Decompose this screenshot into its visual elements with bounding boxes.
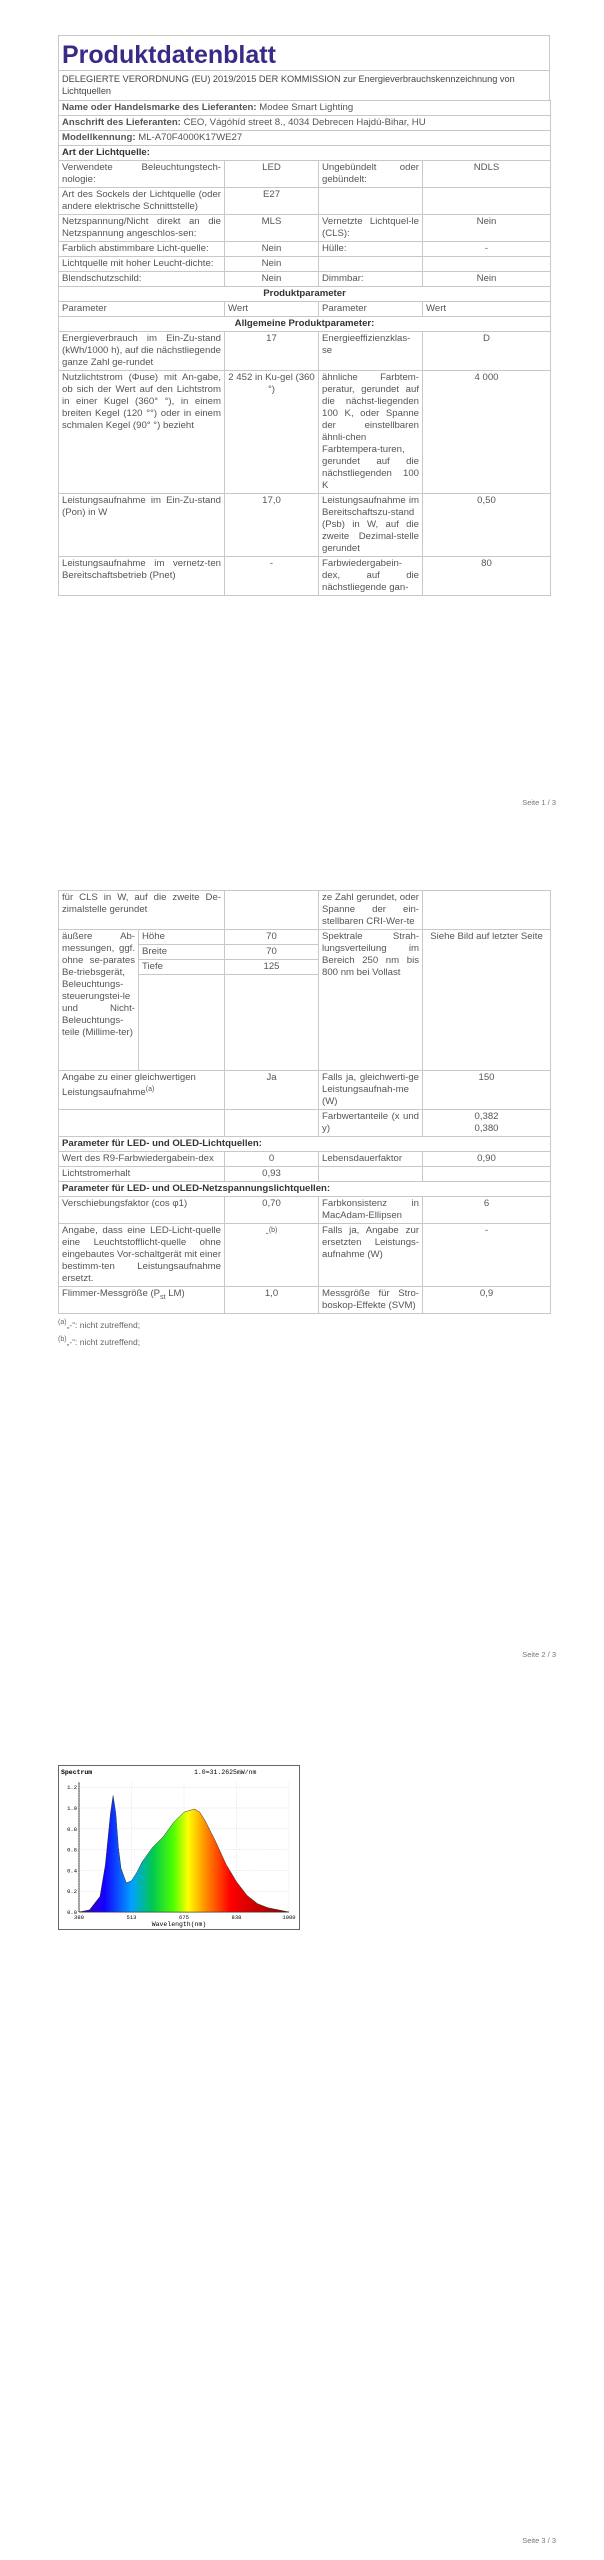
x-tick-label: 513 xyxy=(126,1914,137,1921)
general-section-row xyxy=(59,317,551,332)
replacement-value: -$^{(b)}$ xyxy=(225,1224,319,1287)
spectrum-area xyxy=(79,1796,289,1913)
general-value-2: 80 xyxy=(423,557,551,596)
dimensions-label: äußere Ab-messungen, ggf. ohne se-parates Be-triebsgerät, Beleuchtungs-steuerungstei-le und Nicht-Beleuchtungs-teile (Millime-ter) xyxy=(59,930,139,1071)
general-rows xyxy=(59,332,551,596)
model-label: Modellkennung: xyxy=(62,132,136,143)
chromaticity-value: 0,382 0,380 xyxy=(423,1110,551,1137)
y-tick-label: 0.8 xyxy=(67,1825,77,1833)
col-header-param-2: Parameter xyxy=(319,302,423,317)
continued-row xyxy=(59,891,551,930)
type-value: MLS xyxy=(225,215,319,242)
address-label: Anschrift des Lieferanten: xyxy=(62,117,181,128)
supplier-row xyxy=(59,101,551,116)
equivalent-power-label: Falls ja, gleichwerti-ge Leistungsaufnah-me (W) xyxy=(319,1071,423,1110)
flicker-label: Flimmer-Messgröße ($P_{st}$ LM) xyxy=(59,1287,225,1314)
type-section-title: Art der Lichtquelle: xyxy=(59,146,551,161)
x-tick-label: 1000 xyxy=(282,1914,296,1921)
general-label: Leistungsaufnahme im vernetz-ten Bereitschaftsbetrieb (Pnet) xyxy=(59,557,225,596)
type-label: Netzspannung/Nicht direkt an die Netzspannung angeschlos-sen: xyxy=(59,215,225,242)
type-label-2: Hülle: xyxy=(319,242,423,257)
cont-label-right: ze Zahl gerundet, oder Spanne der ein-stellbaren CRI-Wer-te xyxy=(319,891,423,930)
datasheet-continued xyxy=(58,890,550,1348)
params-section-title: Produktparameter xyxy=(59,287,551,302)
led-row-1 xyxy=(59,1152,551,1167)
lifetime-value: 0,90 xyxy=(423,1152,551,1167)
mains-row-3 xyxy=(59,1287,551,1314)
footnote-b: $^{(b)}$„-“: nicht zutreffend; xyxy=(58,1335,141,1347)
general-value-2: 4 000 xyxy=(423,371,551,494)
type-row xyxy=(59,161,551,188)
general-label-2: Farbwiedergabein-dex, auf die nächstliegende gan- xyxy=(319,557,423,596)
lifetime-label: Lebensdauerfaktor xyxy=(319,1152,423,1167)
svm-label: Messgröße für Stro-boskop-Effekte (SVM) xyxy=(319,1287,423,1314)
col-header-param: Parameter xyxy=(59,302,225,317)
mains-section-row xyxy=(59,1182,551,1197)
col-header-value: Wert xyxy=(225,302,319,317)
type-label-2: Dimmbar: xyxy=(319,272,423,287)
address-value: CEO, Vágóhíd street 8., 4034 Debrecen Hajdú-Bihar, HU xyxy=(183,117,426,128)
type-rows xyxy=(59,161,551,287)
page-footer-3: Seite 3 / 3 xyxy=(522,2536,556,2545)
page-3 xyxy=(0,1730,604,2560)
lumen-maint-value: 0,93 xyxy=(225,1167,319,1182)
cosphi-value: 0,70 xyxy=(225,1197,319,1224)
page-2 xyxy=(0,880,604,1670)
type-row xyxy=(59,272,551,287)
spectrum-value: Siehe Bild auf letzter Seite xyxy=(423,930,551,1071)
type-label-2: Ungebündelt oder gebündelt: xyxy=(319,161,423,188)
equivalent-label: Angabe zu einer gleichwertigen Leistungsaufnahme$^{(a)}$ xyxy=(59,1071,225,1110)
type-label: Verwendete Beleuchtungstech-nologie: xyxy=(59,161,225,188)
col-header-value-2: Wert xyxy=(423,302,551,317)
supplier-value: Modee Smart Lighting xyxy=(259,102,354,113)
model-row xyxy=(59,131,551,146)
type-value-2 xyxy=(423,188,551,215)
type-label-2 xyxy=(319,257,423,272)
general-label: Energieverbrauch im Ein-Zu-stand (kWh/1000 h), auf die nächstliegende ganze Zahl ge-rundet xyxy=(59,332,225,371)
dim-value-height: 70 xyxy=(225,930,319,945)
y-tick-label: 1.2 xyxy=(67,1784,77,1792)
general-label: Nutzlichtstrom (Φuse) mit An-gabe, ob sich der Wert auf den Lichtstrom in einer Kugel (360° °), in einem breiten Kegel (120 °°) oder in einem schmalen Kegel (90° °) bezieht xyxy=(59,371,225,494)
general-value-2: D xyxy=(423,332,551,371)
general-label: Leistungsaufnahme im Ein-Zu-stand (Pon) in W xyxy=(59,494,225,557)
mains-row-2 xyxy=(59,1224,551,1287)
footnote-a: $^{(a)}$„-“: nicht zutreffend; xyxy=(58,1319,141,1330)
address-row xyxy=(59,116,551,131)
type-value-2: NDLS xyxy=(423,161,551,188)
cosphi-label: Verschiebungsfaktor (cos φ1) xyxy=(59,1197,225,1224)
general-label-2: Leistungsaufnahme im Bereitschaftszu-stand (Psb) in W, auf die zweite Dezimal-stelle gerundet xyxy=(319,494,423,557)
mains-row-1 xyxy=(59,1197,551,1224)
dim-name-height: Höhe xyxy=(139,930,225,945)
page-title: Produktdatenblatt xyxy=(58,35,550,70)
y-tick-label: 0.2 xyxy=(67,1888,77,1896)
general-row xyxy=(59,371,551,494)
params-section-row xyxy=(59,287,551,302)
page-1 xyxy=(0,0,604,820)
chart-annotation: 1.0=31.2625mW/nm xyxy=(194,1769,257,1776)
y-tick-label: 0.4 xyxy=(67,1867,77,1875)
dimensions-row xyxy=(59,930,551,945)
type-value: Nein xyxy=(225,242,319,257)
params-table-continued xyxy=(58,890,551,1314)
general-label-2: ähnliche Farbtem-peratur, gerundet auf die nächst-liegenden 100 K, oder Spanne der einstellbaren ähnli-chen Farbtempera-turen, gerundet auf die nächstliegenden 100 K xyxy=(319,371,423,494)
page-footer-2: Seite 2 / 3 xyxy=(522,1650,556,1659)
general-row xyxy=(59,494,551,557)
general-value: 17 xyxy=(225,332,319,371)
type-value-2: - xyxy=(423,242,551,257)
r9-value: 0 xyxy=(225,1152,319,1167)
type-label-2: Vernetzte Lichtquel-le (CLS): xyxy=(319,215,423,242)
page-footer-1: Seite 1 / 3 xyxy=(522,798,556,807)
type-row xyxy=(59,215,551,242)
type-value: Nein xyxy=(225,272,319,287)
datasheet-header xyxy=(58,35,550,596)
spectrum-chart xyxy=(58,1765,300,1930)
general-value-2: 0,50 xyxy=(423,494,551,557)
r9-label: Wert des R9-Farbwiedergabein-dex xyxy=(59,1152,225,1167)
supplier-label: Name oder Handelsmarke des Lieferanten: xyxy=(62,102,257,113)
type-value-2: Nein xyxy=(423,272,551,287)
x-tick-label: 675 xyxy=(179,1914,189,1921)
type-row xyxy=(59,257,551,272)
type-value: LED xyxy=(225,161,319,188)
equivalent-value: Ja xyxy=(225,1071,319,1110)
regulation-text: DELEGIERTE VERORDNUNG (EU) 2019/2015 DER KOMMISSION zur Energieverbrauchskennzeichnung von Lichtquellen xyxy=(58,70,550,100)
chromaticity-label: Farbwertanteile (x und y) xyxy=(319,1110,423,1137)
replaced-power-value: - xyxy=(423,1224,551,1287)
led-section-title: Parameter für LED- und OLED-Lichtquellen: xyxy=(59,1137,551,1152)
type-label: Art des Sockels der Lichtquelle (oder andere elektrische Schnittstelle) xyxy=(59,188,225,215)
dim-name-depth: Tiefe xyxy=(139,960,225,975)
equivalent-row xyxy=(59,1071,551,1110)
x-axis-label: Wavelength(nm) xyxy=(151,1921,207,1928)
chart-title: Spectrum xyxy=(61,1769,93,1776)
svm-value: 0,9 xyxy=(423,1287,551,1314)
led-row-2 xyxy=(59,1167,551,1182)
dim-name-width: Breite xyxy=(139,945,225,960)
type-section-row xyxy=(59,146,551,161)
general-label-2: Energieeffizienzklas-se xyxy=(319,332,423,371)
color-consistency-value: 6 xyxy=(423,1197,551,1224)
y-tick-label: 1.0 xyxy=(67,1805,77,1812)
cont-label-left: für CLS in W, auf die zweite De-zimalstelle gerundet xyxy=(59,891,225,930)
spectrum-label: Spektrale Strah-lungsverteilung im Bereich 250 nm bis 800 nm bei Vollast xyxy=(319,930,423,1071)
general-value: 17,0 xyxy=(225,494,319,557)
general-value: - xyxy=(225,557,319,596)
general-section-title: Allgemeine Produktparameter: xyxy=(59,317,551,332)
general-row xyxy=(59,557,551,596)
mains-section-title: Parameter für LED- und OLED-Netzspannungslichtquellen: xyxy=(59,1182,551,1197)
x-tick-label: 380 xyxy=(74,1914,84,1921)
led-section-row xyxy=(59,1137,551,1152)
color-consistency-label: Farbkonsistenz in MacAdam-Ellipsen xyxy=(319,1197,423,1224)
type-row xyxy=(59,242,551,257)
type-label: Farblich abstimmbare Licht-quelle: xyxy=(59,242,225,257)
equivalent-power-value: 150 xyxy=(423,1071,551,1110)
type-value: E27 xyxy=(225,188,319,215)
chromaticity-row xyxy=(59,1110,551,1137)
type-label-2 xyxy=(319,188,423,215)
type-value-2: Nein xyxy=(423,215,551,242)
model-value: ML-A70F4000K17WE27 xyxy=(138,132,243,143)
type-label: Blendschutzschild: xyxy=(59,272,225,287)
dim-value-depth: 125 xyxy=(225,960,319,975)
replacement-label: Angabe, dass eine LED-Licht-quelle eine Leuchtstofflicht-quelle ohne eingebautes Vor-schaltgerät mit einer bestimm-ten Leistungsaufnahme ersetzt. xyxy=(59,1224,225,1287)
type-value-2 xyxy=(423,257,551,272)
type-row xyxy=(59,188,551,215)
general-row xyxy=(59,332,551,371)
x-tick-label: 838 xyxy=(231,1914,242,1921)
lumen-maint-label: Lichtstromerhalt xyxy=(59,1167,225,1182)
y-tick-label: 0.6 xyxy=(67,1846,77,1854)
replaced-power-label: Falls ja, Angabe zur ersetzten Leistungs-aufnahme (W) xyxy=(319,1224,423,1287)
flicker-value: 1,0 xyxy=(225,1287,319,1314)
identity-table xyxy=(58,100,551,596)
type-label: Lichtquelle mit hoher Leucht-dichte: xyxy=(59,257,225,272)
spectrum-svg xyxy=(59,1766,299,1929)
y-tick-label: 0.0 xyxy=(67,1909,77,1916)
general-value: 2 452 in Ku-gel (360 °) xyxy=(225,371,319,494)
type-value: Nein xyxy=(225,257,319,272)
params-header-row xyxy=(59,302,551,317)
dim-value-width: 70 xyxy=(225,945,319,960)
